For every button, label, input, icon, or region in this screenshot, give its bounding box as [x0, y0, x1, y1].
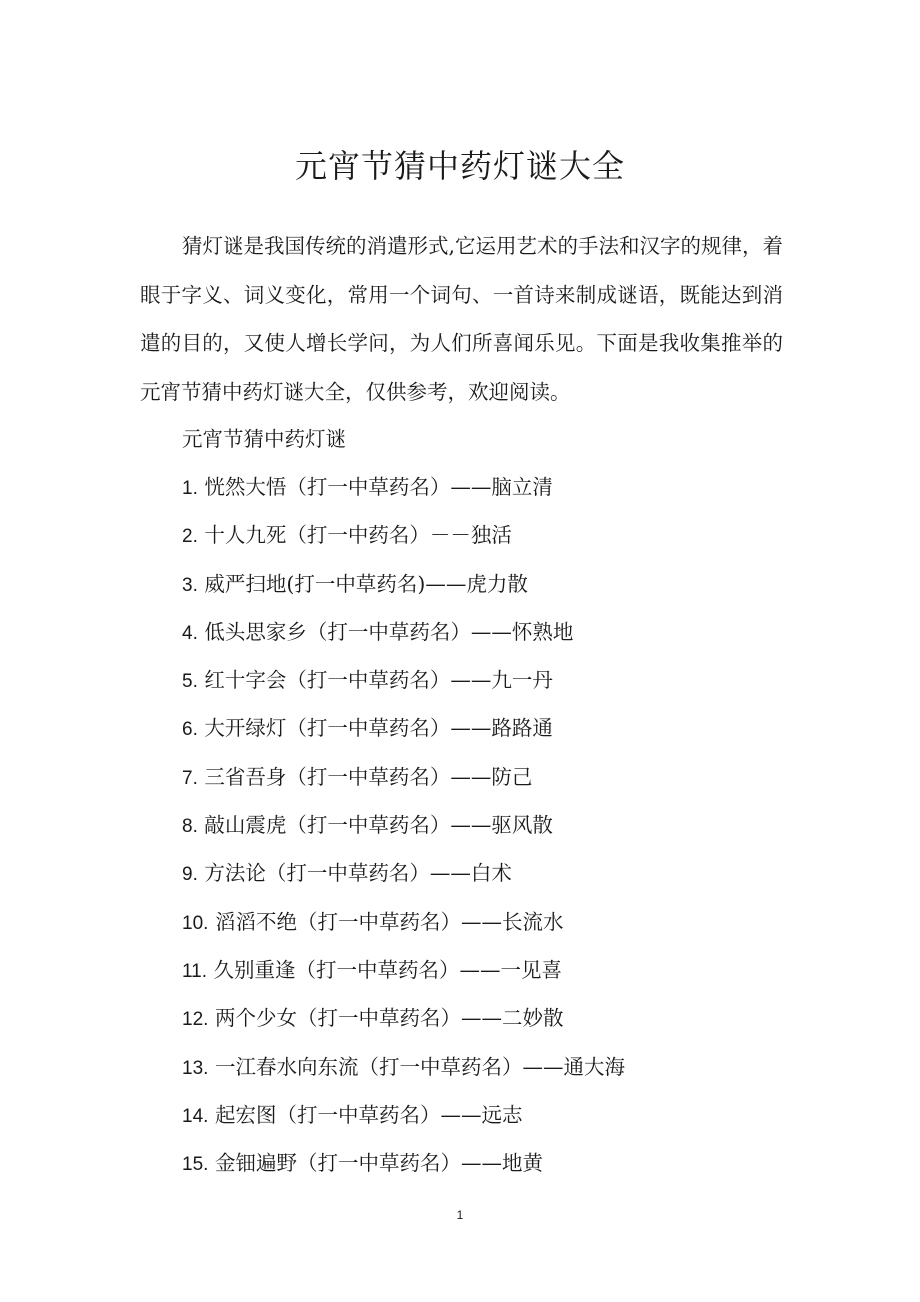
item-number: 2. — [182, 526, 198, 548]
list-item — [182, 1139, 625, 1187]
item-number: 11. — [182, 960, 208, 982]
riddle-text: 敲山震虎（打一中草药名）——驱风散 — [204, 813, 553, 838]
item-number: 10. — [182, 912, 209, 934]
item-number: 5. — [182, 671, 198, 693]
riddle-text: 低头思家乡（打一中草药名）——怀熟地 — [204, 619, 574, 644]
item-number: 4. — [182, 622, 198, 644]
item-number: 12. — [182, 1009, 209, 1031]
riddle-list — [182, 463, 625, 1187]
riddle-text: 起宏图（打一中草药名）——远志 — [214, 1102, 523, 1127]
section-subheading: 元宵节猜中药灯谜 — [182, 427, 346, 451]
list-item — [182, 994, 625, 1042]
list-item — [182, 1091, 625, 1139]
list-item — [182, 946, 625, 994]
item-number: 9. — [182, 864, 198, 886]
riddle-text: 红十字会（打一中草药名）——九一丹 — [204, 668, 553, 693]
list-item — [182, 608, 625, 656]
item-number: 6. — [182, 719, 198, 741]
riddle-text: 金钿遍野（打一中草药名）——地黄 — [214, 1151, 543, 1176]
list-item — [182, 656, 625, 704]
riddle-text: 一江春水向东流（打一中草药名）——通大海 — [214, 1054, 625, 1079]
riddle-text: 恍然大悟（打一中草药名）——脑立清 — [204, 475, 553, 499]
riddle-text: 大开绿灯（打一中草药名）——路路通 — [204, 716, 553, 741]
list-item — [182, 560, 625, 608]
item-number: 7. — [182, 767, 198, 789]
list-item — [182, 898, 625, 946]
list-item — [182, 753, 625, 801]
riddle-text: 三省吾身（打一中草药名）——防己 — [204, 764, 533, 789]
riddle-text: 十人九死（打一中药名）－－独活 — [204, 523, 512, 548]
item-number: 13. — [182, 1057, 209, 1079]
riddle-text: 久别重逢（打一中草药名）——一见喜 — [213, 957, 563, 982]
intro-paragraph: 猜灯谜是我国传统的消遣形式,它运用艺术的手法和汉字的规律，着眼于字义、词义变化，常用一个词句、一首诗来制成谜语，既能达到消遣的目的，又使人增长学问，为人们所喜闻乐见。下面是我收集推举的元宵节猜中药灯谜大全，仅供参考，欢迎阅读。 — [140, 234, 784, 404]
item-number: 8. — [182, 816, 198, 838]
list-item — [182, 801, 625, 849]
page-number: 1 — [456, 1208, 464, 1222]
item-number: 1. — [182, 478, 198, 499]
page-title: 元宵节猜中药灯谜大全 — [294, 147, 625, 185]
list-item — [182, 849, 625, 897]
item-number: 14. — [182, 1105, 209, 1127]
list-item — [182, 463, 625, 511]
list-item — [182, 511, 625, 559]
riddle-text: 方法论（打一中草药名）——白术 — [204, 861, 512, 886]
riddle-text: 两个少女（打一中草药名）——二妙散 — [214, 1006, 564, 1031]
list-item — [182, 704, 625, 752]
riddle-text: 威严扫地(打一中草药名)——虎力散 — [204, 571, 528, 596]
item-number: 3. — [182, 574, 198, 596]
list-item — [182, 1043, 625, 1091]
item-number: 15. — [182, 1154, 209, 1176]
riddle-text: 滔滔不绝（打一中草药名）——长流水 — [214, 909, 564, 934]
